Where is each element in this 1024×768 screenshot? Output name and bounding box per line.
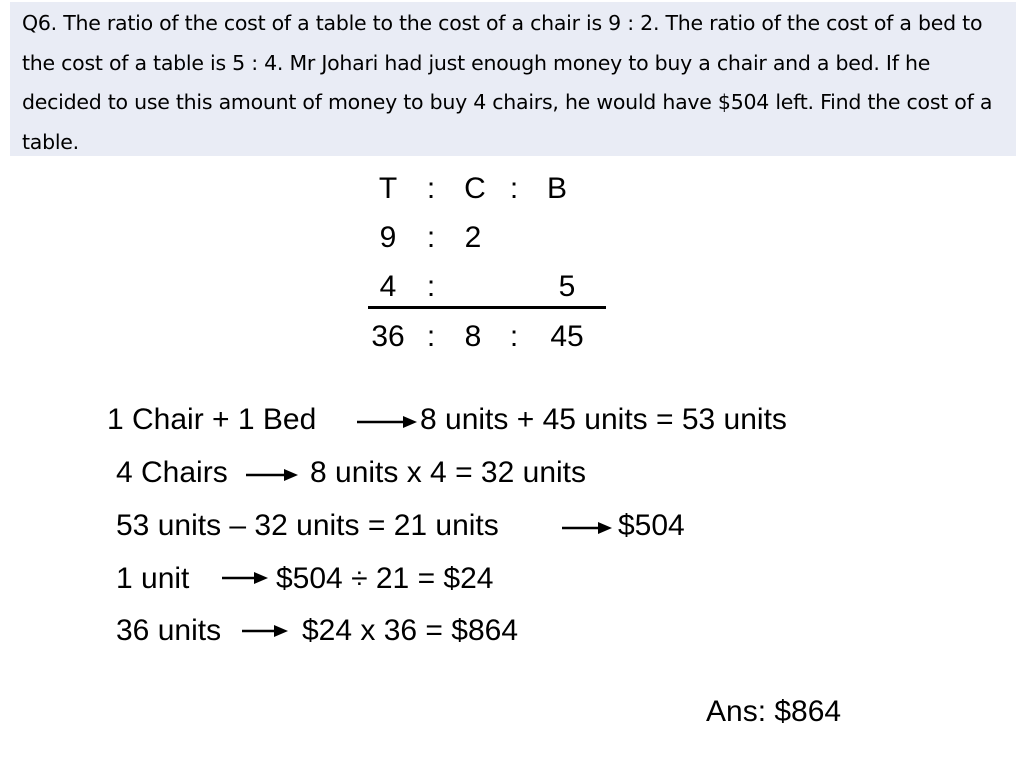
ratio-header-b: B <box>546 172 567 205</box>
step2-left: 4 Chairs <box>116 456 228 489</box>
ratio-row2-colon: : <box>426 270 436 303</box>
right-arrow-icon <box>562 521 612 535</box>
ratio-header-colon: : <box>426 172 436 205</box>
right-arrow-icon <box>222 571 268 585</box>
ratio-divider <box>368 306 606 309</box>
step4-right: $504 ÷ 21 = $24 <box>276 562 494 595</box>
ratio-result-b: 45 <box>550 320 584 353</box>
ratio-row2-t: 4 <box>379 270 397 303</box>
ratio-result-colon: : <box>426 320 436 353</box>
ratio-result-t: 36 <box>371 320 405 353</box>
ratio-result-c: 8 <box>464 320 482 353</box>
step3-left: 53 units – 32 units = 21 units <box>116 509 499 542</box>
step1-left: 1 Chair + 1 Bed <box>107 403 317 436</box>
ratio-row2-b: 5 <box>558 270 576 303</box>
ratio-header-c: C <box>464 172 486 205</box>
question-text: Q6. The ratio of the cost of a table to the cost of a chair is 9 : 2. The ratio of the cost of a bed to the cost of a table is 5 : 4. Mr Johari had just enough money to buy a chair and a bed. If he decided to use this amount of money to buy 4 chairs, he would have $504 left. Find the cost of a table. <box>22 11 993 154</box>
right-arrow-icon <box>246 468 298 482</box>
ratio-row1-colon: : <box>426 221 436 254</box>
right-arrow-icon <box>242 624 288 638</box>
ratio-row1-t: 9 <box>379 221 397 254</box>
step5-left: 36 units <box>116 614 222 647</box>
right-arrow-icon <box>357 415 417 429</box>
ratio-header-colon: : <box>509 172 519 205</box>
step4-left: 1 unit <box>116 562 190 595</box>
ratio-row1-c: 2 <box>464 221 482 254</box>
step5-right: $24 x 36 = $864 <box>302 614 519 647</box>
step1-right: 8 units + 45 units = 53 units <box>420 403 787 436</box>
question-box <box>10 2 1016 156</box>
ratio-header-t: T <box>378 172 398 205</box>
ratio-result-colon: : <box>509 320 519 353</box>
step3-right: $504 <box>618 509 685 542</box>
answer: Ans: $864 <box>706 695 842 728</box>
step2-right: 8 units x 4 = 32 units <box>310 456 587 489</box>
